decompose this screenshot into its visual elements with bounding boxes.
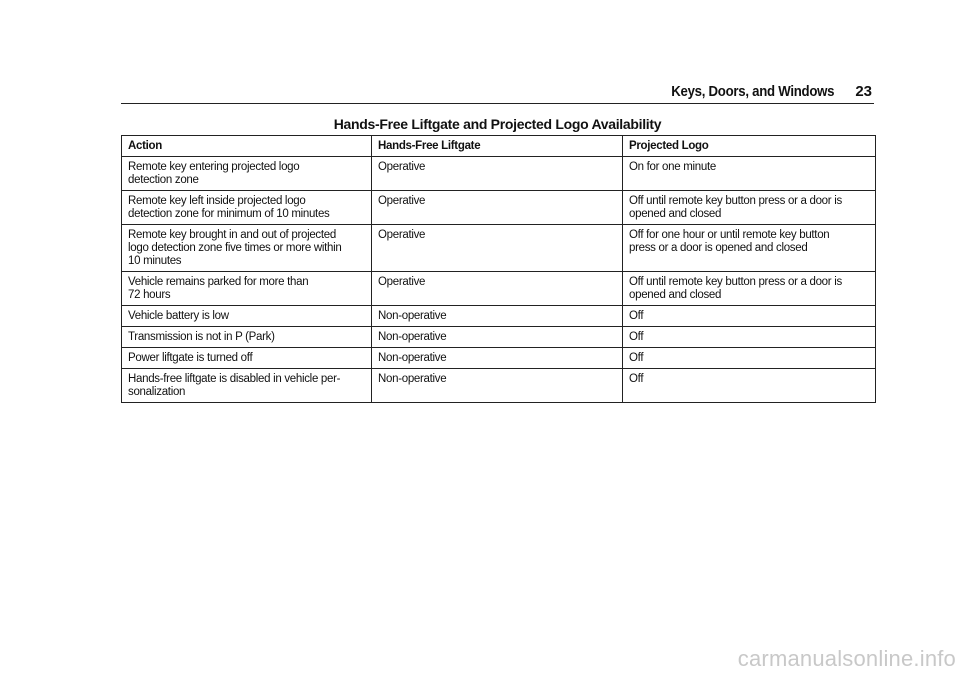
liftgate-cell: Non-operative bbox=[372, 327, 623, 348]
page-number: 23 bbox=[855, 83, 872, 100]
action-cell: Power liftgate is turned off bbox=[122, 348, 372, 369]
table-title: Hands-Free Liftgate and Projected Logo Availability bbox=[333, 116, 662, 132]
watermark: carmanualsonline.info bbox=[737, 646, 956, 671]
action-cell: Remote key left inside projected logo detection zone for minimum of 10 minutes bbox=[122, 191, 372, 225]
table-row bbox=[122, 225, 876, 272]
projected-logo-cell: Off bbox=[623, 369, 876, 403]
projected-logo-cell: Off until remote key button press or a door is opened and closed bbox=[623, 272, 876, 306]
table-row bbox=[122, 272, 876, 306]
table-row bbox=[122, 306, 876, 327]
action-cell: Vehicle remains parked for more than 72 hours bbox=[122, 272, 372, 306]
action-cell: Hands-free liftgate is disabled in vehicle per- sonalization bbox=[122, 369, 372, 403]
action-cell: Remote key brought in and out of projected logo detection zone five times or more within 10 minutes bbox=[122, 225, 372, 272]
projected-logo-cell: Off until remote key button press or a door is opened and closed bbox=[623, 191, 876, 225]
projected-logo-cell: Off bbox=[623, 327, 876, 348]
table-header-row bbox=[122, 136, 876, 157]
action-cell: Remote key entering projected logo detection zone bbox=[122, 157, 372, 191]
page-header bbox=[121, 83, 874, 104]
table-row bbox=[122, 369, 876, 403]
liftgate-cell: Non-operative bbox=[372, 306, 623, 327]
projected-logo-cell: Off for one hour or until remote key button press or a door is opened and closed bbox=[623, 225, 876, 272]
column-header-action: Action bbox=[122, 136, 372, 157]
column-header-hands-free-liftgate: Hands-Free Liftgate bbox=[372, 136, 623, 157]
projected-logo-cell: Off bbox=[623, 306, 876, 327]
action-cell: Vehicle battery is low bbox=[122, 306, 372, 327]
table-row bbox=[122, 157, 876, 191]
liftgate-cell: Operative bbox=[372, 157, 623, 191]
liftgate-cell: Operative bbox=[372, 225, 623, 272]
section-title: Keys, Doors, and Windows bbox=[671, 83, 834, 100]
availability-table bbox=[121, 135, 876, 403]
liftgate-cell: Operative bbox=[372, 272, 623, 306]
column-header-projected-logo: Projected Logo bbox=[623, 136, 876, 157]
liftgate-cell: Non-operative bbox=[372, 348, 623, 369]
table-row bbox=[122, 191, 876, 225]
table-row bbox=[122, 327, 876, 348]
liftgate-cell: Operative bbox=[372, 191, 623, 225]
table-row bbox=[122, 348, 876, 369]
projected-logo-cell: On for one minute bbox=[623, 157, 876, 191]
action-cell: Transmission is not in P (Park) bbox=[122, 327, 372, 348]
projected-logo-cell: Off bbox=[623, 348, 876, 369]
liftgate-cell: Non-operative bbox=[372, 369, 623, 403]
